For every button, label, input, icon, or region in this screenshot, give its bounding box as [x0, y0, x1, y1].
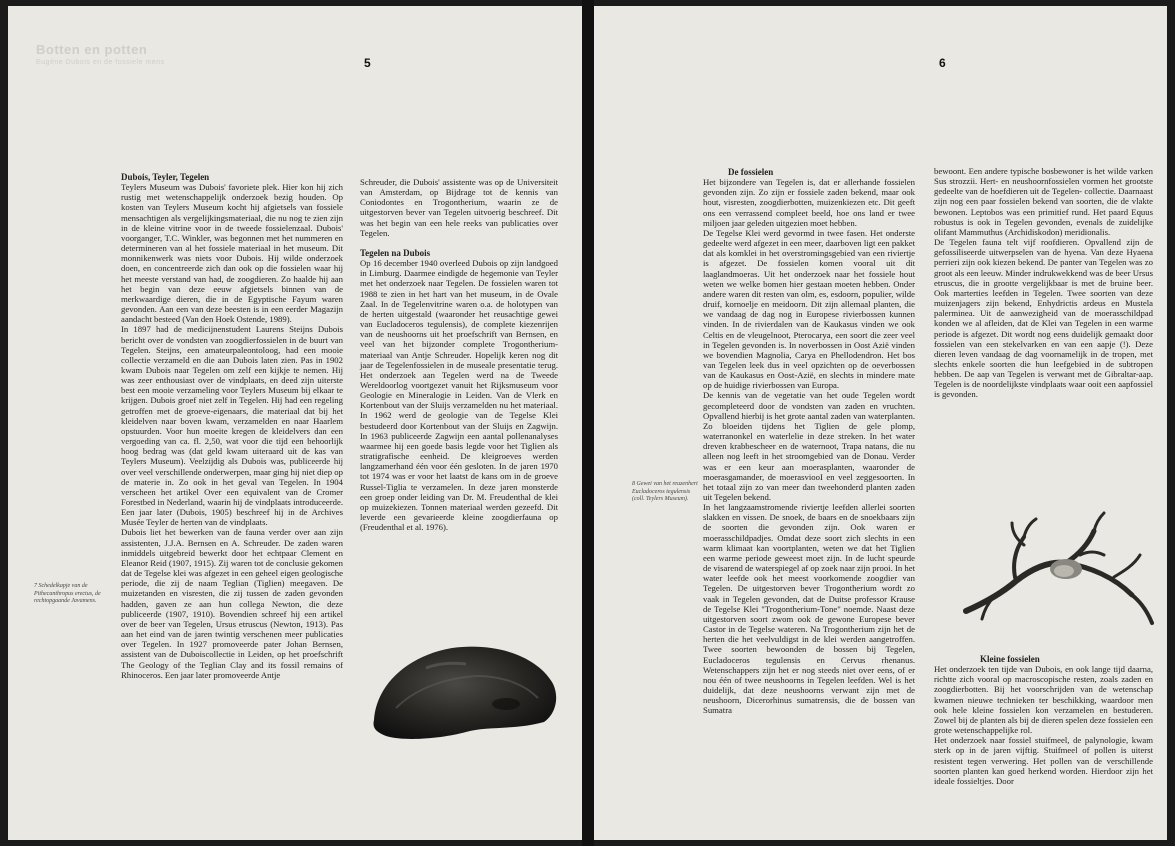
heading-dubois-teyler-tegelen: Dubois, Teyler, Tegelen [121, 172, 210, 182]
paragraph: De Tegelse Klei werd gevormd in twee fasen. Het onderste gedeelte werd afgezet in een meer, daarboven ligt een pakket dat als komklei in het overstromingsgebied van een riviertje is afgezet. De fossielen komen vooral uit dit laaglandmoeras. Uit het onderzoek naar het fossiele hout weten we welke bomen hier gestaan moeten hebben. Onder andere waren dit resten van olm, es, esdoorn, populier, wilde druif, kornoelje en meidoorn. Dit zijn allemaal planten, die we vandaag de dag nog in Europese rivierbossen kunnen vinden. In de rivierdalen van de Kaukasus vinden we ook Celtis en de vleugelnoot, Pterocarya, een soort die zeer veel in Tegelen gevonden is. In noverbossen in Oost Azië vinden we bovendien Magnolia, Carya en Phellodendron. Het bos van Tegelen leek dus in veel opzichten op de oeverbossen van de Kaukasus en Oost-Azië, en slechts in mindere mate op de huidige rivierbossen van Europa. [703, 227, 915, 391]
paragraph: Het onderzoek naar fossiel stuifmeel, de palynologie, kwam sterk op in de jaren vijftig. Stuifmeel of pollen is uiterst resistent tegen verwering. Het pollen van de verschillende soorten planten kan goed herkend worden. Hierdoor zijn het ideale fossieltjes. Door [934, 735, 1153, 786]
running-subtitle: Eugène Dubois en de fossiele mens [36, 59, 165, 66]
running-header [36, 42, 165, 66]
paragraph: In het langzaamstromende riviertje leefden allerlei soorten slakken en vissen. De snoek, de baars en de snoekbaars zijn de soorten die gevonden zijn. Ook waren er moerasschildpadjes. Omdat deze soort zich slechts in een warm klimaat kan voortplanten, weten we dat het Tiglien een warme periode geweest moet zijn. In de lucht speurde de visarend de waterspiegel af op zoek naar zijn prooi. In het water leefde ook het meest voorkomende zoogdier van Tegelen. De uitgestorven bever Trogontherium wordt zo vaak in Tegelen gevonden, dat de Duitse professor Krause de Tegelse Klei "Trogontherium-Tone" noemde. Naast deze uitgestorven soort zwom ook de gewone Europese bever Castor in de Tegelse wateren. Na Trogontherium zijn het de herten die het veelvuldigst in de klei werden aangetroffen. Twee soorten bewoonden de bossen bij Tegelen, Eucladoceros tegulensis en Cervus rhenanus. Wetenschappers zijn het er nog steeds niet over eens, of er nou één of twee neushoorns in Tegelen leefden. Wel is het duidelijk, dat deze neushoorns verwant zijn met de neushoorn, Dicerorhinus sumatrensis, die de bossen van Sumatra [703, 502, 915, 716]
paragraph: Dubois liet het bewerken van de fauna verder over aan zijn assistenten, J.J.A. Bernsen en A. Schreuder. De zaden waren inmiddels uitgebreid bewerkt door het echtpaar Clement en Eleanor Reid (1907, 1915). Zij waren tot de conclusie gekomen dat de Tegelse klei was afgezet in een geheel eigen geologische periode, die zij de naam Teglian (Tiglien) meegaven. De muizetanden en visresten, die zij tussen de zaden gevonden hadden, gaven ze aan hun collega Newton, die deze publiceerde (1907, 1910). Bovendien schreef hij een artikel over de beer van Tegelen, Ursus etruscus (Newton, 1913). Pas aan het eind van de jaren twintig verschenen meer publicaties over Tegelen. In 1927 promoveerde pater Johan Bernsen, assistent van de Duboiscollectie in Leiden, op het proefschrift The Geology of the Teglian Clay and its fossil remains of Rhinoceros. Een jaar later promoveerde Antje [121, 527, 343, 680]
antler-photo [954, 511, 1159, 631]
spine-gutter [582, 0, 594, 846]
paragraph: Schreuder, die Dubois' assistente was op de Universiteit van Amsterdam, op Bijdrage tot de kennis van Coniodontes en Trogontherium, waarin ze de uitgestorven bever van Tegelen uitvoerig beschreef. Dit was het begin van een hele reeks van publicaties over Tegelen. [360, 177, 558, 238]
paragraph: Op 16 december 1940 overleed Dubois op zijn landgoed in Limburg. Daarmee eindigde de hegemonie van Teyler met het onderzoek naar Tegelen. De fossielen waren tot 1988 te zien in het hart van het museum, in de Ovale Zaal. In de Tegelenvitrine waren o.a. de holotypen van de herten uitgestald (waaronder het reusachtige gewei van Eucladoceros tegulensis), de complete kiezenrijen van de neushoorns uit het proefschrift van Bernsen, en veel van het bijzonder complete Trogontherium-materiaal van Antje Schreuder. Hopelijk keren nog dit jaar de Tegelenfossielen in de museale presentatie terug. Het onderzoek aan Tegelen werd na de Tweede Wereldoorlog voortgezet vanuit het Rijksmuseum voor Geologie en Mineralogie in Leiden. Van de Vlerk en Kortenbout van der Sluijs verzamelden nu het materiaal. In 1962 werd de geologie van de Tegelse Klei bestudeerd door Kortenbout van der Sluijs en Zagwijn. In 1963 publiceerde Zagwijn een aantal pollenanalyses waarmee hij een goede basis legde voor het Tiglien als stratigrafische eenheid. De kleigroeves werden langzamerhand één voor één gesloten. In de jaren 1970 tot 1974 was er voor het laatst de kans om in de groeve Russel-Tiglia te verzamelen. In deze jaren monsterde een groep onder leiding van Dr. M. Freudenthal de klei op muizekiezen. Tonnen materiaal werden gezeefd. Dit leverde een gevarieerde kleine zoogdierfauna op (Freudenthal et al. 1976). [360, 258, 558, 533]
heading-de-fossielen: De fossielen [728, 167, 774, 177]
paragraph: Teylers Museum was Dubois' favoriete plek. Hier kon hij zich rustig met wetenschappelijk onderzoek bezig houden. Op kosten van Teylers Museum kocht hij afgietsels van fossiele mensachtigen als vergelijkingsmateriaal, die nu nog te zien zijn in de kleine vitrine voor in de tweede fossielenzaal. Dubois' voorganger, T.C. Winkler, was begonnen met het nummeren en determineren van al het fossiele materiaal in het museum. Dit monnikenwerk was niets voor Dubois. Hij wilde onderzoek doen, en concentreerde zich dan ook op die fossielen waar hij het meeste verstand van had, de zoogdieren. Zo haalde hij aan het begin van deze eeuw afgietsels binnen van de merkwaardige dieren, die in de Egyptische Fayum waren gevonden. Aan een van deze beesten is in een eerder Magazijn aandacht besteed (Van den Hoek Ostende, 1989). [121, 182, 343, 325]
skull-cap-photo [366, 638, 562, 746]
paragraph: Het bijzondere van Tegelen is, dat er allerhande fossielen gevonden zijn. Zo zijn er fossiele zaden bekend, maar ook hout, visresten, zoogdierbotten, muizenkiezen etc. Dit geeft ons een verrassend compleet beeld, hoe ons land er twee miljoen jaar geleden uitgezien moet hebben. [703, 177, 915, 228]
paragraph: De Tegelen fauna telt vijf roofdieren. Opvallend zijn de gefossiliseerde uitwerpselen van de hyena. Van deze Hyaena perrieri zijn ook kiezen bekend. De panter van Tegelen was zo groot als een leeuw. Minder indrukwekkend was de beer Ursus etruscus, die in grootte vergelijkbaar is met de bruine beer. Ook marterties leefden in Tegelen. Twee soorten van deze muizenjagers zijn bekend, Enhydrictis ardeus en Mustela palerminea. Uit de aanwezigheid van de moerasschildpad konden we al afleiden, dat de Klei van Tegelen in een warme periode is afgezet. Dit wordt nog eens duidelijk gemaakt door fossielen van een stekelvarken en van een aapje (!). Deze dieren leven vandaag de dag voornamelijk in de tropen, met slechts enkele soorten die hun leefgebied in de subtropen hebben. De aap van Tegelen is verwant met de Gibraltar-aap. Tegelen is de noordelijkste vindplaats waar ooit een aapfossiel is gevonden. [934, 237, 1153, 400]
left-page [8, 6, 582, 840]
right-column-1 [703, 167, 915, 715]
left-column-2 [360, 177, 558, 532]
heading-kleine-fossielen: Kleine fossielen [980, 654, 1040, 664]
paragraph: Het onderzoek ten tijde van Dubois, en ook lange tijd daarna, richtte zich vooral op macroscopische resten, zoals zaden en zoogdierbotten. Bij het voorschrijden van de wetenschap kwamen nieuwe technieken ter beschikking, waardoor men ook hele kleine fossielen kon verzamelen en bestuderen. Zowel bij de planten als bij de dieren spelen deze fossielen een grote wetenschappelijke rol. [934, 664, 1153, 736]
right-column-2 [934, 166, 1153, 400]
right-page [594, 6, 1167, 840]
right-column-2-lower [934, 654, 1153, 786]
paragraph: bewoont. Een andere typische bosbewoner is het wilde varken Sus strozzii. Hert- en neushoornfossielen vormen het grootste gedeelte van de hoefdieren uit de Tegelen- collectie. Daarnaast zijn nog een paar fossielen bekend van soorten, die de vlakte bewonen. Leptobos was een primitief rund. Het paard Equus robustus is ook in Tegelen gevonden, evenals de zuidelijke olifant Mammuthus (Archidiskodon) meridionalis. [934, 166, 1153, 237]
page-number-left: 5 [364, 56, 371, 70]
caption-figure-7: 7 Schedelkapje van de Pithecanthropus erectus, de rechtopgaande Javamens. [34, 583, 101, 605]
left-column-1 [121, 172, 343, 680]
heading-tegelen-na-dubois: Tegelen na Dubois [360, 247, 431, 258]
running-title: Botten en potten [36, 42, 148, 57]
paragraph: De kennis van de vegetatie van het oude Tegelen wordt gecompleteerd door de vondsten van zaden en vruchten. Opvallend hierbij is het grote aantal zaden van waterplanten. Zo bloeiden tijdens het Tiglien de gele plomp, waterranonkel en waterlelie in deze streken. In het water dreven krabbescheer en de waternoot, Trapa natans, die nu alleen nog leeft in het stroomgebied van de Donau. Verder was er een keur aan moerasplanten, waaronder de moerasgamander, de moerasviooI en veel zeggesoorten. In het totaal zijn zo van meer dan tweehonderd planten zaden uit Tegelen bekend. [703, 390, 915, 502]
paragraph: In 1897 had de medicijnenstudent Laurens Steijns Dubois bericht over de vondsten van zoogdierfossielen in de buurt van Tegelen. Steijns, een amateurpaleontoloog, had een mooie collectie verzameld en die aan Dubois laten zien. Pas in 1902 kwam Dubois naar Tegelen om zelf een kijkje te nemen. Hij was zeer enthousiast over de vindplaats, en deed zijn uiterste best een mooie verzameling voor Teylers Museum bij elkaar te krijgen. Dubois groef niet zelf in Tegelen. Hij had een regeling getroffen met de groeve-eigenaars, die materiaal dat bij het kleidelven naar boven kwam, verzamelden en naar Haarlem opstuurden. Voor hun moeite kregen de kleidelvers dan een vergoeding van ca. fl. 2,50, wat voor die tijd een behoorlijk hoog bedrag was (dat geld kwam uiteraard uit de kas van Teylers Museum). Veelzijdig als Dubois was, publiceerde hij over veel verschillende onderwerpen, maar ging hij niet diep op de materie in. Zo ook in het geval van Tegelen. In 1904 verscheen het artikel Over een equivalent van de Cromer Forestbed in Nederland, waarin hij de vindplaats introduceerde. Een jaar later (Dubois, 1905) beschreef hij in de Archives Musée Teyler de herten van de vindplaats. [121, 324, 343, 528]
page-number-right: 6 [939, 56, 946, 70]
caption-figure-8: 8 Gewei van het reuzenhert Eucladoceros tegulensis (coll. Teylers Museum). [632, 481, 698, 503]
